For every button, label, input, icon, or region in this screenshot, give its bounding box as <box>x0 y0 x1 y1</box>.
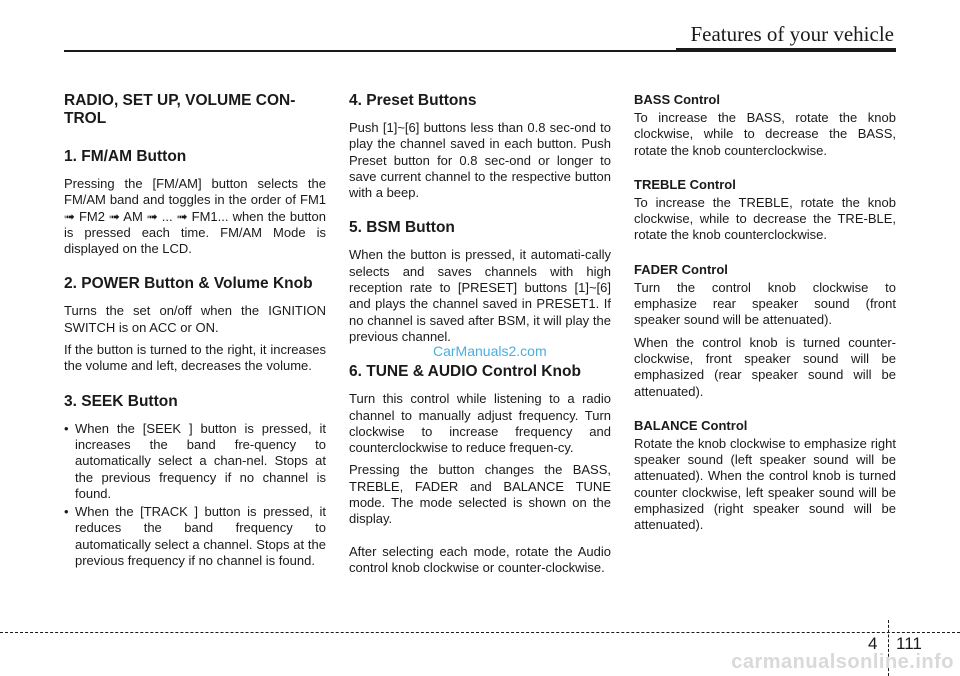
preset-heading: 4. Preset Buttons <box>349 92 477 109</box>
bsm-text: When the button is pressed, it automati-cally selects and saves channels with high reception rate to [PRESET] buttons [1]~[6] and plays the channel saved in PRESET1. If no channel is saved after BSM, it will play the previous channel. <box>349 247 611 344</box>
watermark: CarManuals2.com <box>433 343 547 359</box>
tune-text-1: Turn this control while listening to a radio channel to manually adjust frequency. Turn clockwise to increase frequency and counterclockwise to reduce frequen-cy. <box>349 391 611 456</box>
balance-heading: BALANCE Control <box>634 417 748 433</box>
site-footer: carmanualsonline.info <box>731 651 954 673</box>
fader-text-1: Turn the control knob clockwise to emphasize rear speaker sound (front speaker sound will be attenuated). <box>634 279 896 328</box>
section-title: RADIO, SET UP, VOLUME CON- TROL <box>64 92 296 127</box>
header-rule-accent <box>676 48 896 52</box>
seek-heading: 3. SEEK Button <box>64 392 178 410</box>
seek-list <box>64 421 326 570</box>
header-title: Features of your vehicle <box>690 22 894 46</box>
power-text-2: If the button is turned to the right, it increases the volume and left, decreases the volume. <box>64 342 326 374</box>
balance-text: Rotate the knob clockwise to emphasize right speaker sound (left speaker sound will be attenuated). When the control knob is turned counter clockwise, left speaker sound will be emphasized (right speaker sound will be attenuated). <box>634 435 896 533</box>
column-3 <box>634 92 896 540</box>
column-2 <box>349 92 611 582</box>
fader-heading: FADER Control <box>634 261 728 277</box>
tune-text-3: After selecting each mode, rotate the Audio control knob clockwise or counter-clockwise. <box>349 543 611 575</box>
treble-heading: TREBLE Control <box>634 176 736 192</box>
fm-am-text: Pressing the [FM/AM] button selects the FM/AM band and toggles in the order of FM1 ➟ FM2 ➟ AM ➟ ... ➟ FM1... when the button is pressed each time. FM/AM Mode is displayed on the LCD. <box>64 176 326 257</box>
fader-text-2: When the control knob is turned counter-clockwise, front speaker sound will be emphasized (rear speaker sound will be attenuated). <box>634 334 896 399</box>
fm-am-heading: 1. FM/AM Button <box>64 148 187 165</box>
power-text-1: Turns the set on/off when the IGNITION SWITCH is on ACC or ON. <box>64 303 326 335</box>
preset-text: Push [1]~[6] buttons less than 0.8 sec-ond to play the channel saved in each button. Push Preset button for 0.8 sec-ond or longer to save current channel to the respective button with a beep. <box>349 120 611 201</box>
power-heading: 2. POWER Button & Volume Knob <box>64 275 313 293</box>
page-number: 111 <box>896 634 922 653</box>
bsm-heading: 5. BSM Button <box>349 219 455 237</box>
seek-bullet-2: • When the [TRACK ] button is pressed, it reduces the band frequency to automatically select a channel. Stops at the previous frequency if no channel is found. <box>64 504 326 569</box>
tune-text-2: Pressing the button changes the BASS, TREBLE, FADER and BALANCE TUNE mode. The mode selected is shown on the display. <box>349 462 611 527</box>
chapter-number: 4 <box>868 634 878 653</box>
seek-bullet-1: • When the [SEEK ] button is pressed, it increases the band fre-quency to automatically select a chan-nel. Stops at the previous frequency if no channel is found. <box>64 420 326 501</box>
footer-rule <box>0 632 960 633</box>
column-1 <box>64 92 326 571</box>
tune-heading: 6. TUNE & AUDIO Control Knob <box>349 363 581 381</box>
bass-text: To increase the BASS, rotate the knob clockwise, while to decrease the BASS, rotate the knob counterclockwise. <box>634 110 896 158</box>
bass-heading: BASS Control <box>634 92 720 107</box>
treble-text: To increase the TREBLE, rotate the knob clockwise, while to decrease the TRE-BLE, rotate the knob counterclockwise. <box>634 194 896 243</box>
